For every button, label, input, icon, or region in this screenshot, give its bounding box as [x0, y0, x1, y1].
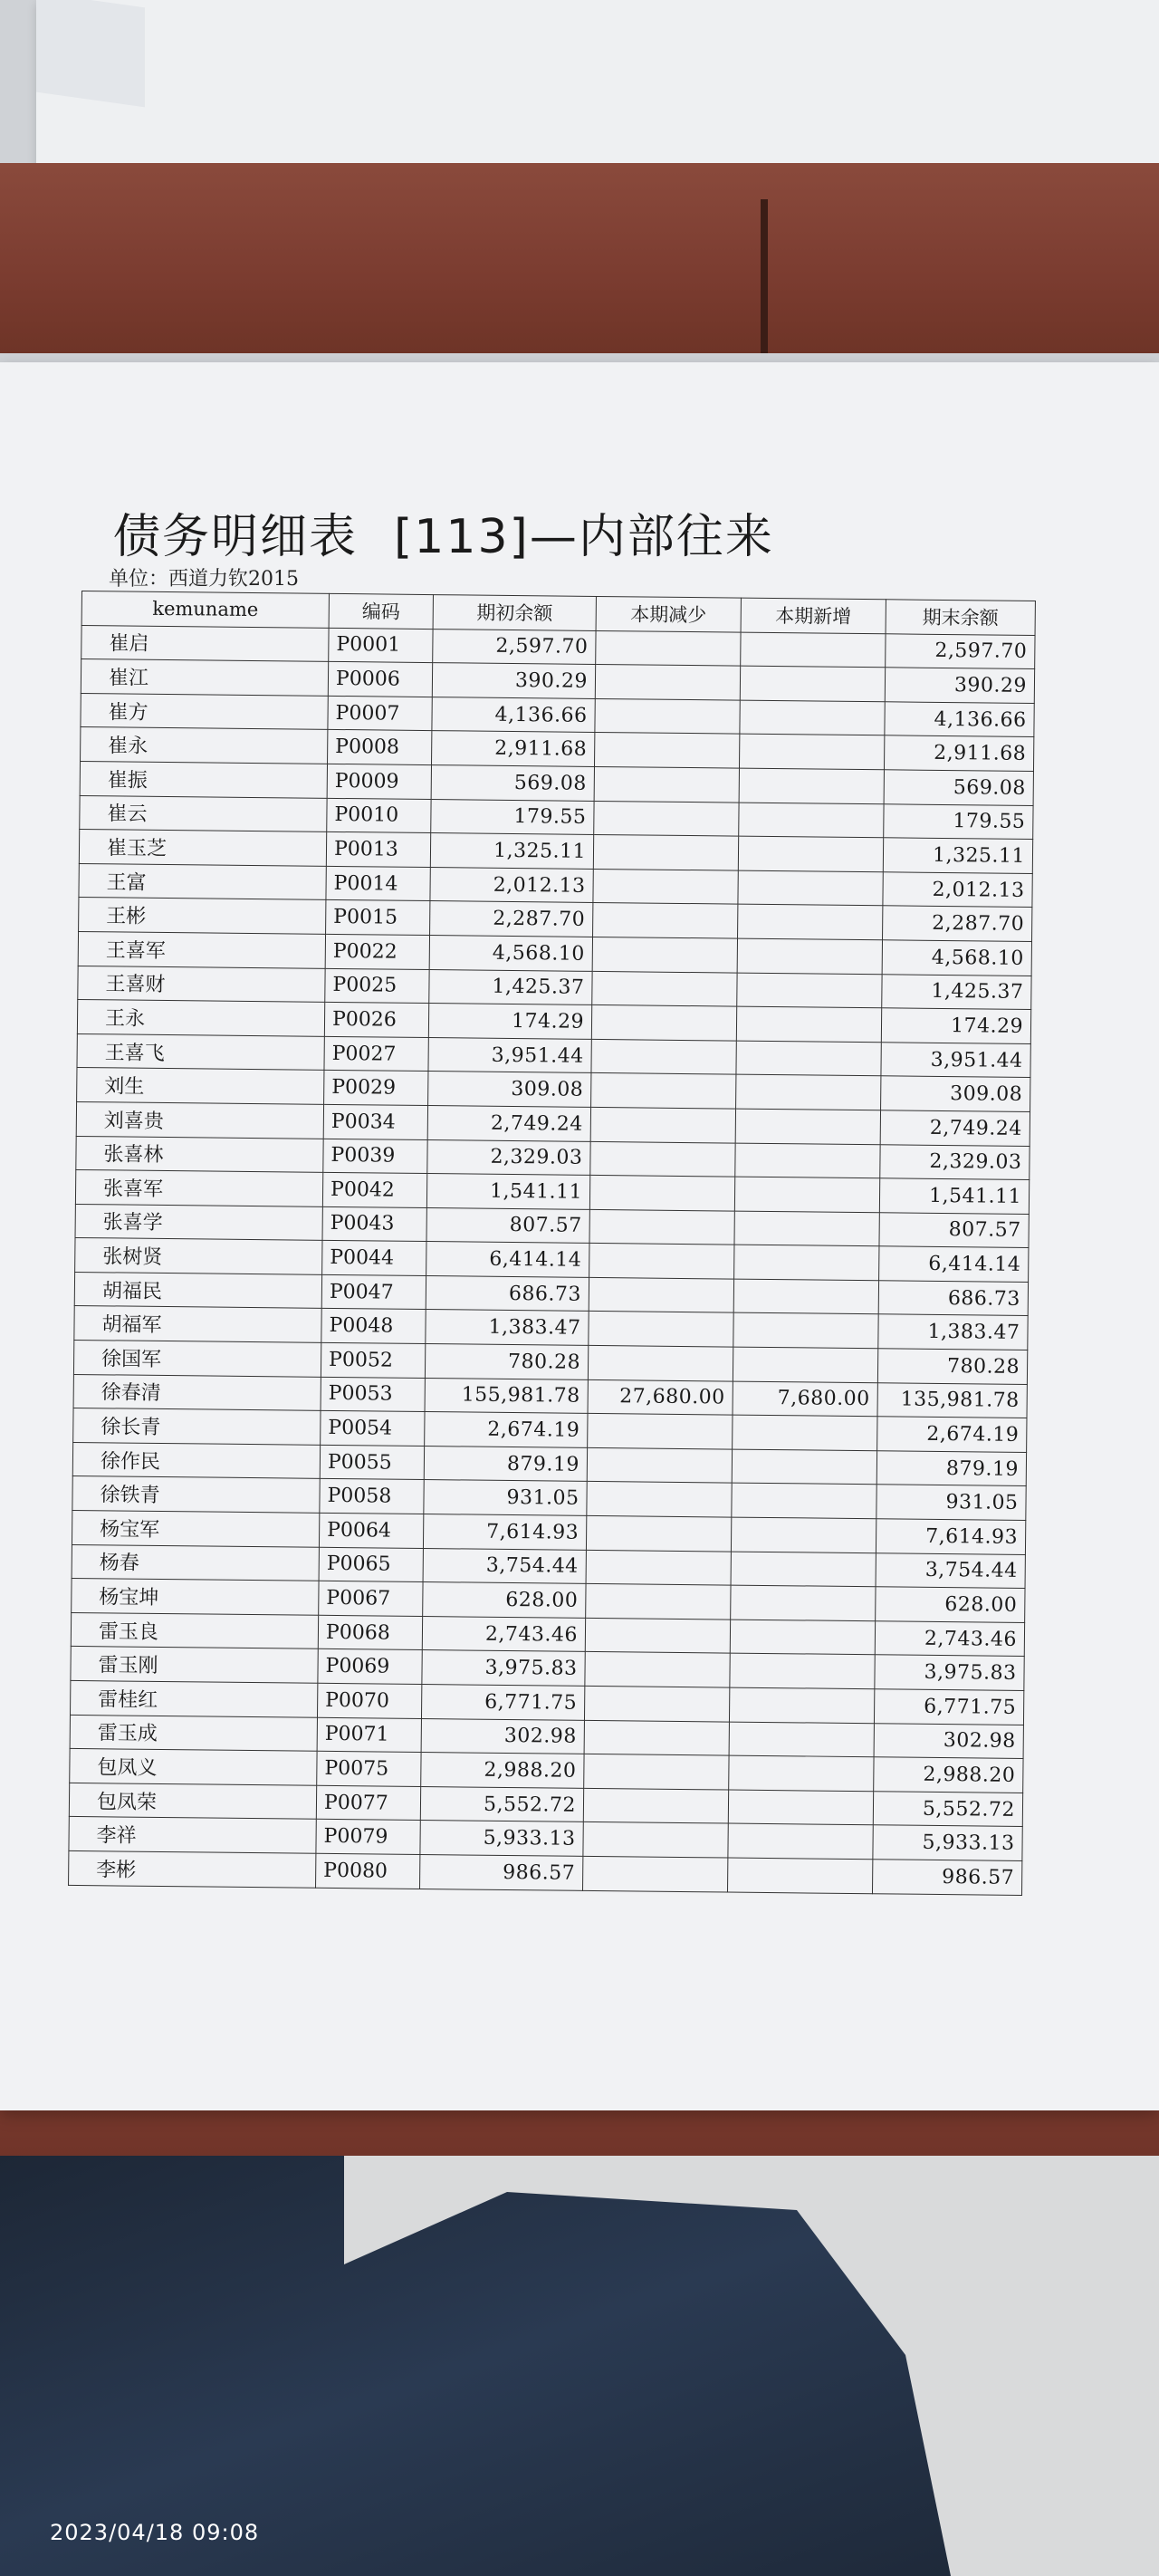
- cell-increase: [734, 1211, 879, 1246]
- cell-closing-balance: 2,012.13: [883, 872, 1032, 908]
- cell-opening-balance: 2,329.03: [427, 1139, 590, 1175]
- cell-code: P0006: [328, 662, 432, 697]
- cell-code: P0075: [317, 1751, 421, 1786]
- cell-decrease: [592, 971, 737, 1006]
- cell-kemuname: 雷玉良: [71, 1612, 318, 1648]
- cell-decrease: [592, 937, 737, 972]
- cell-increase: [728, 1823, 873, 1859]
- cell-increase: [740, 666, 885, 701]
- cell-decrease: [586, 1515, 731, 1551]
- cell-closing-balance: 986.57: [872, 1860, 1021, 1895]
- cell-kemuname: 张喜学: [75, 1204, 322, 1240]
- cell-decrease: [588, 1345, 733, 1380]
- cell-code: P0048: [321, 1309, 426, 1344]
- cell-code: P0029: [324, 1071, 428, 1106]
- cell-closing-balance: 4,136.66: [885, 702, 1034, 737]
- cell-increase: [736, 1041, 881, 1076]
- cell-closing-balance: 3,975.83: [875, 1655, 1024, 1690]
- cell-opening-balance: 5,933.13: [420, 1821, 583, 1856]
- cell-closing-balance: 780.28: [877, 1349, 1027, 1384]
- cell-opening-balance: 3,951.44: [428, 1037, 591, 1072]
- cell-code: P0071: [317, 1717, 421, 1753]
- cell-opening-balance: 2,911.68: [432, 731, 595, 766]
- cell-increase: [733, 1415, 877, 1450]
- cell-kemuname: 包凤义: [70, 1749, 317, 1785]
- cell-closing-balance: 390.29: [885, 668, 1034, 703]
- cell-increase: [738, 836, 883, 871]
- cell-opening-balance: 4,136.66: [432, 697, 595, 732]
- cell-opening-balance: 179.55: [431, 799, 594, 834]
- cell-opening-balance: 2,743.46: [422, 1616, 585, 1651]
- cell-closing-balance: 5,552.72: [873, 1792, 1022, 1827]
- cell-kemuname: 崔玉芝: [79, 830, 326, 866]
- cell-opening-balance: 309.08: [428, 1072, 591, 1107]
- cell-kemuname: 李彬: [69, 1850, 316, 1887]
- cell-code: P0068: [318, 1615, 422, 1650]
- cell-closing-balance: 1,425.37: [882, 974, 1031, 1009]
- cell-kemuname: 王彬: [79, 898, 326, 934]
- cell-opening-balance: 1,325.11: [430, 833, 593, 869]
- cell-kemuname: 王喜飞: [77, 1033, 324, 1070]
- cell-opening-balance: 6,771.75: [421, 1685, 584, 1720]
- cell-opening-balance: 7,614.93: [423, 1514, 586, 1550]
- cell-increase: [733, 1313, 878, 1349]
- cell-decrease: [591, 1073, 736, 1109]
- cell-opening-balance: 174.29: [428, 1004, 591, 1039]
- cell-increase: [739, 768, 884, 803]
- cell-decrease: [586, 1550, 731, 1585]
- cell-kemuname: 雷桂红: [71, 1680, 318, 1716]
- cell-increase: [731, 1585, 876, 1620]
- cell-kemuname: 李祥: [69, 1817, 316, 1853]
- cell-increase: [739, 734, 884, 769]
- cell-opening-balance: 986.57: [420, 1854, 583, 1889]
- cell-kemuname: 崔云: [80, 795, 327, 831]
- cell-increase: [733, 1347, 877, 1382]
- cell-kemuname: 张喜林: [76, 1136, 323, 1172]
- header-increase: 本期新增: [741, 598, 886, 633]
- title-code: [113]—内部往来: [394, 510, 774, 564]
- cell-decrease: [589, 1209, 734, 1245]
- cell-increase: 7,680.00: [733, 1381, 877, 1417]
- cell-decrease: [593, 869, 738, 904]
- cell-increase: [730, 1620, 875, 1655]
- unit-line: 单位：西道力钦2015: [109, 568, 299, 591]
- cell-decrease: [584, 1720, 729, 1755]
- header-code: 编码: [329, 593, 433, 629]
- cell-kemuname: 杨宝军: [72, 1510, 319, 1546]
- cell-opening-balance: 780.28: [425, 1344, 588, 1379]
- cell-increase: [734, 1245, 879, 1280]
- cell-decrease: [587, 1447, 732, 1483]
- cell-closing-balance: 569.08: [884, 770, 1033, 805]
- cell-closing-balance: 1,325.11: [883, 838, 1032, 873]
- cell-decrease: [593, 903, 738, 938]
- cell-code: P0039: [323, 1139, 427, 1174]
- cell-closing-balance: 5,933.13: [873, 1825, 1022, 1860]
- cell-decrease: 27,680.00: [588, 1379, 733, 1415]
- cell-opening-balance: 302.98: [421, 1718, 584, 1754]
- table-wrapper: [68, 591, 1036, 1896]
- cell-opening-balance: 1,541.11: [426, 1174, 589, 1209]
- cell-decrease: [594, 801, 739, 836]
- cell-opening-balance: 931.05: [424, 1480, 587, 1515]
- cell-increase: [741, 632, 886, 668]
- cell-opening-balance: 628.00: [423, 1582, 586, 1618]
- cell-kemuname: 胡福民: [74, 1272, 321, 1308]
- cell-code: P0022: [325, 934, 429, 969]
- cell-closing-balance: 3,951.44: [881, 1042, 1030, 1077]
- cell-opening-balance: 2,749.24: [427, 1105, 590, 1140]
- cell-opening-balance: 155,981.78: [425, 1378, 588, 1413]
- cell-closing-balance: 2,749.24: [880, 1110, 1030, 1146]
- cell-increase: [732, 1484, 876, 1519]
- cell-closing-balance: 2,988.20: [874, 1757, 1023, 1793]
- cell-kemuname: 崔启: [81, 625, 329, 661]
- cell-code: P0065: [319, 1547, 423, 1582]
- cell-decrease: [595, 665, 740, 700]
- cell-kemuname: 张喜军: [75, 1170, 322, 1206]
- cell-increase: [727, 1858, 872, 1893]
- cell-code: P0010: [327, 798, 431, 833]
- cell-decrease: [594, 766, 739, 802]
- cell-kemuname: 徐铁青: [72, 1476, 320, 1513]
- cell-opening-balance: 2,012.13: [430, 867, 593, 902]
- cell-closing-balance: 2,743.46: [875, 1621, 1024, 1657]
- cell-kemuname: 崔江: [81, 659, 328, 696]
- cell-opening-balance: 3,975.83: [422, 1650, 585, 1686]
- cell-decrease: [589, 1312, 733, 1347]
- cell-closing-balance: 309.08: [881, 1076, 1030, 1111]
- cell-kemuname: 徐作民: [72, 1442, 320, 1478]
- cell-opening-balance: 2,988.20: [421, 1753, 584, 1788]
- cell-code: P0014: [326, 866, 430, 901]
- cell-code: P0069: [318, 1649, 422, 1685]
- header-closing-balance: 期末余额: [886, 600, 1035, 635]
- desk-seam: [761, 199, 768, 353]
- cell-kemuname: 杨宝坤: [72, 1579, 319, 1615]
- cell-code: P0025: [325, 968, 429, 1004]
- cell-opening-balance: 3,754.44: [423, 1548, 586, 1583]
- cell-decrease: [583, 1856, 728, 1891]
- cell-code: P0047: [321, 1274, 426, 1310]
- cell-opening-balance: 686.73: [426, 1275, 589, 1311]
- cell-kemuname: 胡福军: [74, 1306, 321, 1342]
- cell-decrease: [593, 835, 738, 870]
- cell-code: P0009: [327, 764, 431, 799]
- cell-closing-balance: 807.57: [879, 1212, 1029, 1247]
- cell-decrease: [595, 698, 740, 734]
- cell-opening-balance: 2,674.19: [425, 1412, 588, 1447]
- cell-closing-balance: 2,911.68: [884, 735, 1033, 771]
- cell-kemuname: 徐春清: [73, 1374, 321, 1410]
- cell-opening-balance: 2,287.70: [430, 901, 593, 937]
- cell-decrease: [591, 1039, 736, 1074]
- title-text: 债务明细表: [113, 510, 359, 564]
- cell-kemuname: 徐长青: [73, 1408, 321, 1445]
- cell-decrease: [588, 1414, 733, 1449]
- cell-increase: [729, 1755, 874, 1791]
- cell-decrease: [590, 1107, 735, 1142]
- cell-opening-balance: 1,425.37: [429, 969, 592, 1004]
- cell-closing-balance: 686.73: [878, 1281, 1028, 1316]
- cell-decrease: [583, 1822, 728, 1858]
- cell-decrease: [586, 1584, 731, 1620]
- cell-decrease: [589, 1244, 734, 1279]
- cell-code: P0034: [323, 1104, 427, 1139]
- cell-opening-balance: 2,597.70: [433, 629, 596, 664]
- cell-opening-balance: 6,414.14: [426, 1242, 589, 1277]
- cell-kemuname: 王富: [79, 863, 326, 899]
- cell-decrease: [591, 1005, 736, 1041]
- cell-increase: [731, 1552, 876, 1587]
- cell-code: P0007: [328, 696, 432, 731]
- header-opening-balance: 期初余额: [433, 595, 596, 630]
- cell-closing-balance: 2,674.19: [877, 1417, 1027, 1452]
- cell-increase: [733, 1279, 878, 1314]
- cell-increase: [729, 1687, 874, 1723]
- cell-decrease: [587, 1482, 732, 1517]
- cell-increase: [732, 1449, 876, 1485]
- cell-opening-balance: 4,568.10: [429, 935, 592, 970]
- cell-increase: [735, 1143, 880, 1178]
- cell-opening-balance: 1,383.47: [426, 1310, 589, 1345]
- cell-closing-balance: 4,568.10: [882, 940, 1031, 976]
- cell-code: P0015: [326, 900, 430, 936]
- cell-decrease: [583, 1788, 728, 1823]
- cell-closing-balance: 179.55: [884, 803, 1033, 839]
- cell-increase: [728, 1790, 873, 1825]
- cell-code: P0064: [319, 1513, 423, 1548]
- cell-decrease: [594, 733, 739, 768]
- cell-closing-balance: 6,414.14: [879, 1246, 1029, 1282]
- cell-code: P0026: [324, 1002, 428, 1037]
- cell-kemuname: 王永: [77, 1000, 324, 1036]
- cell-opening-balance: 5,552.72: [420, 1786, 583, 1821]
- cell-increase: [739, 803, 884, 838]
- table-body: [69, 625, 1036, 1895]
- background-paper-corner: [36, 0, 145, 107]
- cell-increase: [730, 1653, 875, 1688]
- document-title: [113, 498, 774, 566]
- cell-increase: [737, 938, 882, 974]
- cell-increase: [736, 1074, 881, 1110]
- cell-code: P0054: [321, 1411, 425, 1447]
- cell-code: P0077: [316, 1785, 420, 1821]
- photo-timestamp: 2023/04/18 09:08: [50, 2520, 260, 2545]
- cell-increase: [731, 1517, 876, 1552]
- cell-kemuname: 雷玉刚: [71, 1647, 318, 1683]
- cell-code: P0052: [321, 1342, 425, 1378]
- cell-code: P0008: [328, 730, 432, 765]
- cell-closing-balance: 1,541.11: [879, 1178, 1029, 1214]
- cell-code: P0013: [326, 832, 430, 868]
- cell-kemuname: 王喜军: [78, 931, 325, 967]
- cell-kemuname: 刘喜贵: [76, 1101, 323, 1138]
- cell-kemuname: 崔振: [80, 761, 327, 797]
- cell-code: P0067: [319, 1581, 423, 1617]
- cell-decrease: [589, 1176, 734, 1211]
- cell-decrease: [584, 1686, 729, 1721]
- cell-opening-balance: 807.57: [426, 1207, 589, 1243]
- header-decrease: 本期减少: [596, 596, 741, 631]
- debt-detail-table: [68, 591, 1036, 1896]
- cell-closing-balance: 6,771.75: [874, 1689, 1023, 1725]
- cell-decrease: [584, 1754, 729, 1790]
- cell-code: P0027: [324, 1036, 428, 1072]
- cell-code: P0079: [316, 1820, 420, 1855]
- cell-code: P0042: [322, 1172, 426, 1207]
- cell-kemuname: 雷玉成: [70, 1715, 317, 1751]
- cell-code: P0080: [316, 1853, 420, 1889]
- cell-kemuname: 崔方: [81, 693, 328, 729]
- cell-code: P0044: [322, 1241, 426, 1276]
- cell-closing-balance: 879.19: [876, 1451, 1026, 1486]
- cell-closing-balance: 3,754.44: [876, 1552, 1025, 1588]
- cell-kemuname: 崔永: [81, 727, 328, 764]
- cell-closing-balance: 2,329.03: [880, 1144, 1030, 1179]
- cell-closing-balance: 2,597.70: [886, 633, 1035, 668]
- cell-increase: [734, 1177, 879, 1212]
- cell-closing-balance: 174.29: [881, 1008, 1030, 1043]
- cell-code: P0043: [322, 1206, 426, 1242]
- cell-increase: [736, 1006, 881, 1042]
- cell-opening-balance: 569.08: [431, 765, 594, 801]
- cell-increase: [729, 1722, 874, 1757]
- cell-closing-balance: 931.05: [876, 1485, 1026, 1520]
- cell-kemuname: 王喜财: [78, 966, 325, 1002]
- cell-decrease: [596, 630, 741, 666]
- desk-surface-top: [0, 163, 1159, 353]
- cell-increase: [737, 973, 882, 1008]
- cell-increase: [740, 700, 885, 735]
- cell-kemuname: 张树贤: [75, 1238, 322, 1274]
- cell-opening-balance: 390.29: [432, 663, 595, 698]
- cell-closing-balance: 7,614.93: [876, 1519, 1025, 1554]
- cell-code: P0055: [320, 1445, 424, 1480]
- cell-increase: [735, 1109, 880, 1144]
- cell-decrease: [585, 1618, 730, 1653]
- cell-decrease: [589, 1277, 733, 1312]
- cell-decrease: [590, 1141, 735, 1177]
- cell-closing-balance: 135,981.78: [877, 1382, 1027, 1418]
- cell-closing-balance: 2,287.70: [883, 906, 1032, 941]
- cell-increase: [738, 904, 883, 939]
- cell-code: P0001: [329, 628, 433, 663]
- header-kemuname: kemuname: [81, 591, 329, 628]
- cell-decrease: [585, 1652, 730, 1687]
- cell-closing-balance: 302.98: [874, 1723, 1023, 1758]
- document-sheet: [0, 362, 1159, 2110]
- cell-kemuname: 包凤荣: [69, 1783, 316, 1819]
- cell-code: P0053: [321, 1377, 425, 1412]
- cell-increase: [738, 870, 883, 906]
- cell-code: P0058: [320, 1479, 424, 1514]
- cell-kemuname: 徐国军: [73, 1341, 321, 1377]
- cell-kemuname: 刘生: [77, 1068, 324, 1104]
- cell-code: P0070: [317, 1683, 421, 1718]
- cell-opening-balance: 879.19: [424, 1446, 587, 1481]
- cell-closing-balance: 628.00: [876, 1587, 1025, 1622]
- cell-kemuname: 杨春: [72, 1544, 319, 1581]
- cell-closing-balance: 1,383.47: [878, 1314, 1028, 1350]
